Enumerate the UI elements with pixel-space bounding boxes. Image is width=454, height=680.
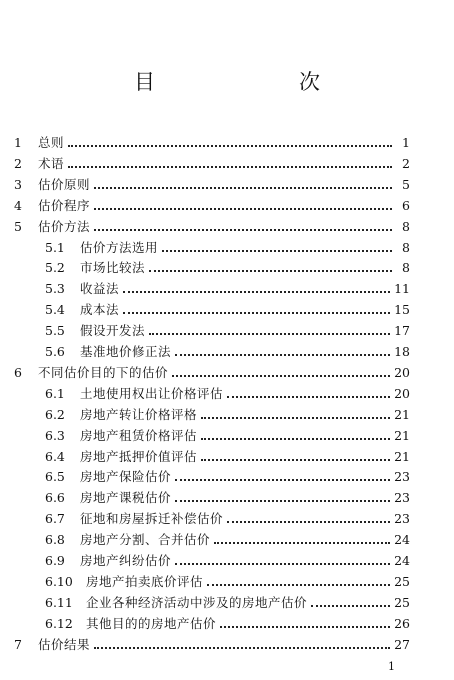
- dot-leader: [175, 562, 390, 565]
- toc-entry: [45, 484, 410, 505]
- toc-entry-page: 6: [402, 197, 410, 213]
- dot-leader: [123, 311, 390, 314]
- toc-entry-page: 5: [402, 176, 410, 192]
- toc-entry-page: 23: [394, 511, 410, 527]
- toc-entry-number: 6.4: [45, 448, 65, 464]
- dot-leader: [175, 499, 390, 502]
- dot-leader: [227, 520, 390, 523]
- toc-entry: [45, 610, 410, 631]
- toc-entry-page: 8: [402, 239, 410, 255]
- toc-entry-number: 6.2: [45, 406, 65, 422]
- toc-entry-title: 总则: [38, 135, 65, 150]
- toc-entry-page: 2: [402, 155, 410, 171]
- toc-entry-number: 5.4: [45, 302, 65, 318]
- toc-entry: [45, 568, 410, 589]
- toc-entry-number: 6.10: [45, 573, 73, 589]
- toc-entry-title: 房地产分割、合并估价: [80, 532, 211, 548]
- toc-entry-number: 7: [14, 636, 22, 652]
- toc-entry: [14, 192, 410, 213]
- toc-entry-title: 不同估价目的下的估价: [38, 364, 169, 380]
- toc-entry-page: 21: [394, 448, 410, 464]
- toc-entry-title: 市场比较法: [80, 260, 146, 276]
- toc-entry: [14, 631, 410, 652]
- toc-entry: [45, 463, 410, 484]
- toc-entry-number: 6: [14, 364, 22, 380]
- toc-entry-number: 5.1: [45, 239, 65, 255]
- toc-entry: [45, 443, 410, 464]
- toc-entry-title: 估价结果: [38, 636, 91, 652]
- toc-entry-title: 成本法: [80, 302, 120, 318]
- toc-entry-title: 术语: [38, 155, 65, 171]
- toc-entry-page: 8: [402, 260, 410, 276]
- toc-entry: [14, 129, 410, 150]
- toc-entry: [14, 359, 410, 380]
- toc-entry-number: 6.3: [45, 427, 65, 443]
- dot-leader: [149, 332, 390, 335]
- dot-leader: [175, 478, 390, 481]
- toc-entry-title: 房地产拍卖底价评估: [86, 573, 204, 589]
- dot-leader: [94, 646, 390, 649]
- toc-entry-number: 6.1: [45, 385, 65, 401]
- toc-entry: [14, 150, 410, 171]
- toc-entry-number: 5.5: [45, 323, 65, 339]
- toc-entry-number: 6.12: [45, 615, 73, 631]
- dot-leader: [201, 416, 390, 419]
- toc-entry-title: 估价方法选用: [80, 239, 159, 255]
- toc-entry-page: 1: [402, 135, 410, 150]
- toc-entry-title: 企业各种经济活动中涉及的房地产估价: [86, 594, 308, 610]
- toc-entry-title: 假设开发法: [80, 323, 146, 339]
- toc-entry-number: 5: [14, 218, 22, 234]
- toc-entry-page: 26: [394, 615, 410, 631]
- dot-leader: [311, 604, 390, 607]
- dot-leader: [149, 269, 392, 272]
- toc-entry-number: 6.7: [45, 511, 65, 527]
- toc-entry-number: 6.5: [45, 469, 65, 485]
- toc-entry-number: 5.6: [45, 344, 65, 359]
- toc-entry: [14, 171, 410, 192]
- toc-entry-page: 21: [394, 427, 410, 443]
- toc-entry-title: 房地产课税估价: [80, 490, 172, 506]
- toc-entry-number: 6.11: [45, 594, 73, 610]
- toc-entry-page: 27: [394, 636, 410, 652]
- toc-entry: [45, 338, 410, 359]
- dot-leader: [68, 144, 392, 147]
- toc-entry-page: 18: [394, 344, 410, 359]
- toc-entry-number: 3: [14, 176, 22, 192]
- toc-entry-page: 24: [394, 532, 410, 548]
- toc-entry-title: 土地使用权出让价格评估: [80, 385, 224, 401]
- toc-entry-page: 11: [394, 281, 410, 297]
- toc-entry: [45, 547, 410, 568]
- toc-entry: [45, 254, 410, 275]
- dot-leader: [227, 395, 390, 398]
- toc-entry-title: 房地产转让价格评格: [80, 406, 198, 422]
- toc-entry-title: 收益法: [80, 281, 120, 297]
- dot-leader: [207, 583, 390, 586]
- toc-entry-page: 20: [394, 364, 410, 380]
- toc-entry-title: 房地产保险估价: [80, 469, 172, 485]
- toc-entry: [45, 422, 410, 443]
- toc-entry-title: 房地产租赁价格评估: [80, 427, 198, 443]
- toc-entry-number: 5.2: [45, 260, 65, 276]
- toc-entry-page: 17: [394, 323, 410, 339]
- toc-entry: [45, 526, 410, 547]
- toc-entry: [45, 401, 410, 422]
- toc-entry-title: 估价程序: [38, 197, 91, 213]
- dot-leader: [94, 228, 392, 231]
- toc-entry-page: 25: [394, 594, 410, 610]
- dot-leader: [214, 541, 390, 544]
- toc-entry: [45, 505, 410, 526]
- toc-entry-page: 21: [394, 406, 410, 422]
- toc-entry-number: 6.6: [45, 490, 65, 506]
- dot-leader: [175, 353, 390, 356]
- dot-leader: [220, 625, 390, 628]
- toc-entry-page: 8: [402, 218, 410, 234]
- toc-entry-page: 24: [394, 553, 410, 568]
- toc-entry: [45, 589, 410, 610]
- toc-entry-number: 4: [14, 197, 22, 213]
- toc-entry-page: 23: [394, 469, 410, 485]
- toc-entry-number: 1: [14, 135, 22, 150]
- toc-entry-title: 征地和房屋拆迁补偿估价: [80, 511, 224, 527]
- toc-entry-number: 6.9: [45, 553, 65, 568]
- footer-page-number: 1: [388, 660, 395, 673]
- dot-leader: [201, 458, 390, 461]
- toc-entry: [45, 234, 410, 255]
- dot-leader: [162, 249, 392, 252]
- toc-entry: [45, 380, 410, 401]
- toc-entry-title: 房地产纠纷估价: [80, 553, 172, 568]
- dot-leader: [123, 290, 390, 293]
- toc-entry-page: 23: [394, 490, 410, 506]
- toc-entry-title: 其他目的的房地产估价: [86, 615, 217, 631]
- toc-entry: [45, 296, 410, 317]
- toc-entry: [14, 213, 410, 234]
- toc-entry: [45, 275, 410, 296]
- toc-entry-page: 20: [394, 385, 410, 401]
- toc-entry-title: 房地产抵押价值评估: [80, 448, 198, 464]
- dot-leader: [94, 186, 392, 189]
- dot-leader: [68, 165, 392, 168]
- toc-entry-number: 2: [14, 155, 22, 171]
- toc-entry-title: 基准地价修正法: [80, 344, 172, 359]
- toc-entry-number: 6.8: [45, 532, 65, 548]
- toc-entry-page: 25: [394, 573, 410, 589]
- dot-leader: [201, 437, 390, 440]
- toc-entry-title: 估价原则: [38, 176, 91, 192]
- toc-entry-title: 估价方法: [38, 218, 91, 234]
- toc-entry-page: 15: [394, 302, 410, 318]
- page-title: 目 次: [134, 70, 354, 94]
- dot-leader: [94, 207, 392, 210]
- toc-entry-number: 5.3: [45, 281, 65, 297]
- dot-leader: [172, 374, 390, 377]
- toc-entry: [45, 317, 410, 338]
